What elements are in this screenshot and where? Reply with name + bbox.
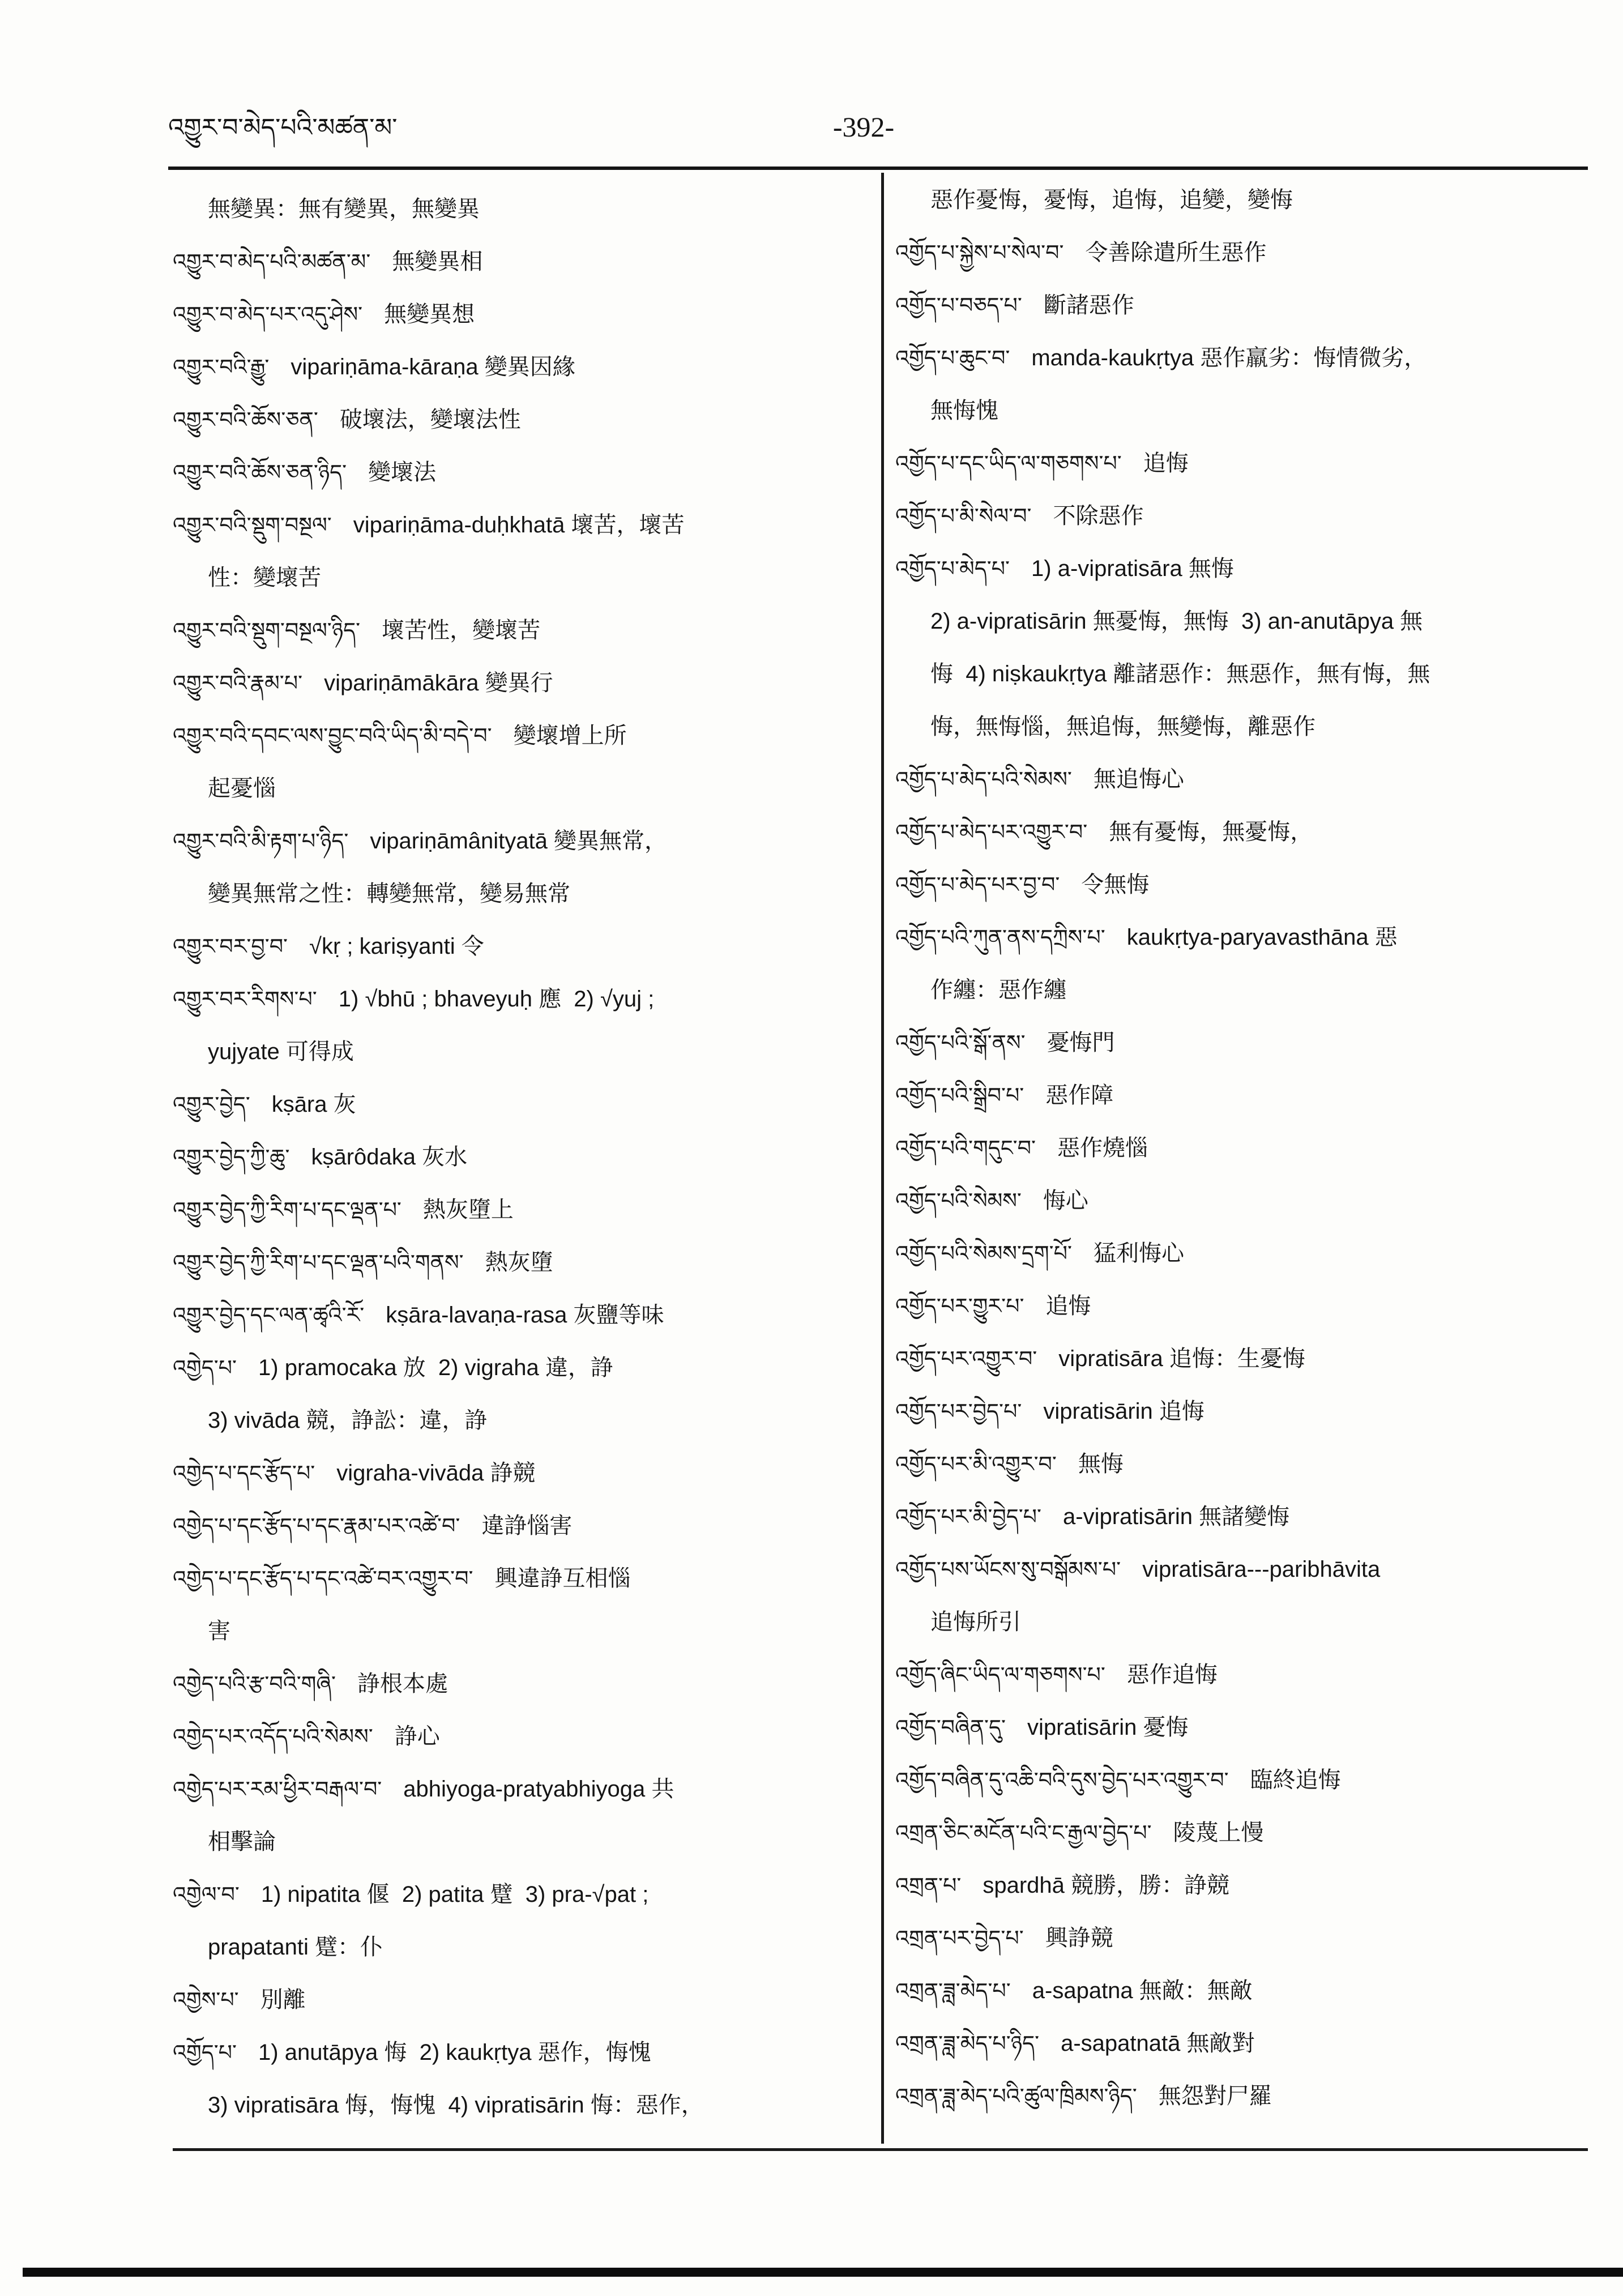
dictionary-entry <box>173 1974 872 2026</box>
dictionary-entry <box>173 1763 872 1816</box>
entry-gloss: 無有憂悔，無憂悔， <box>1109 820 1313 844</box>
entry-gloss: vipariṇāmânityatā 變異無常， <box>370 829 667 853</box>
entry-gloss: 1) nipatita 偃 2) patita 躄 3) pra-√pat ; <box>260 1882 649 1907</box>
tibetan-headword: འགྱུར་བ་མེད་པར་འདུ་ཤེས་ <box>173 303 363 327</box>
dictionary-entry <box>895 1649 1589 1701</box>
entry-gloss: 3) vivāda 競，諍訟：違，諍 <box>208 1408 488 1433</box>
running-header-title: འགྱུར་བ་མེད་པའི་མཚན་མ་ <box>168 114 398 142</box>
entry-gloss: 無變異相 <box>392 249 483 274</box>
entry-gloss: 1) a-vipratisāra 無悔 <box>1031 556 1234 581</box>
entry-gloss: 變壞法 <box>368 460 437 485</box>
entry-gloss: kṣāra 灰 <box>271 1092 356 1117</box>
entry-gloss: 追悔 <box>1143 451 1189 476</box>
entry-gloss: 追悔 <box>1045 1294 1091 1318</box>
entry-gloss: 諍心 <box>394 1724 440 1749</box>
dictionary-entry <box>173 1236 872 1289</box>
entry-gloss: 熱灰墮上 <box>422 1197 514 1222</box>
entry-gloss: 1) √bhū ; bhaveyuḥ 應 2) √yuj ; <box>338 987 655 1012</box>
entry-gloss: 害 <box>208 1619 230 1644</box>
entry-continuation <box>173 183 872 236</box>
dictionary-entry <box>173 2026 872 2079</box>
tibetan-headword: འགྱེད་པར་འདོད་པའི་སེམས་ <box>173 1725 373 1749</box>
entry-continuation <box>895 385 1589 437</box>
entry-gloss: kṣārôdaka 灰水 <box>311 1145 468 1170</box>
entry-continuation <box>895 1596 1589 1649</box>
dictionary-entry <box>173 1658 872 1710</box>
entry-gloss: 變異無常之性：轉變無常，變易無常 <box>208 881 570 906</box>
entry-continuation <box>895 964 1589 1017</box>
tibetan-headword: འགྱེད་པར་རམ་ཕྱིར་བརྒལ་བ་ <box>173 1778 382 1802</box>
tibetan-headword: འགྱོད་པའི་སེམས་དྲག་པོ་ <box>895 1242 1072 1266</box>
right-column <box>895 174 1589 2133</box>
tibetan-headword: འགྲན་ཟླ་མེད་པ་ཉིད་ <box>895 2032 1040 2056</box>
entry-continuation <box>895 701 1589 753</box>
entry-continuation <box>173 762 872 815</box>
dictionary-entry <box>173 1078 872 1131</box>
entry-gloss: vipratisāra---paribhāvita <box>1142 1557 1381 1582</box>
entry-gloss: vipratisārin 追悔 <box>1043 1399 1205 1424</box>
tibetan-headword: འགྲན་པ་ <box>895 1874 962 1898</box>
entry-gloss: 興諍競 <box>1045 1926 1113 1951</box>
dictionary-entry <box>895 1122 1589 1175</box>
entry-continuation <box>173 1921 872 1974</box>
tibetan-headword: འགྱུར་བའི་རྒྱུ་ <box>173 356 270 379</box>
tibetan-headword: འགྱོད་པ་མེད་པ་ <box>895 557 1010 581</box>
tibetan-headword: འགྱོད་པ་མི་སེལ་བ་ <box>895 505 1032 528</box>
tibetan-headword: འགྲན་ཟླ་མེད་པའི་ཚུལ་ཁྲིམས་ཉིད་ <box>895 2085 1137 2109</box>
tibetan-headword: འགྱུར་བའི་སྡུག་བསྔལ་ཉིད་ <box>173 619 361 643</box>
entry-gloss: 壞苦性，變壞苦 <box>382 618 541 643</box>
tibetan-headword: འགྲན་ཅིང་མངོན་པའི་ང་རྒྱལ་བྱེད་པ་ <box>895 1821 1152 1845</box>
entry-gloss: kṣāra-lavaṇa-rasa 灰鹽等味 <box>386 1303 664 1328</box>
scan-edge-bar <box>23 2268 1623 2277</box>
tibetan-headword: འགྱེལ་བ་ <box>173 1883 240 1907</box>
tibetan-headword: འགྱོད་པ་བཅད་པ་ <box>895 294 1022 318</box>
entry-continuation <box>173 1026 872 1078</box>
tibetan-headword: འགྱོད་པར་མི་བྱེད་པ་ <box>895 1505 1042 1529</box>
entry-gloss: 悔心 <box>1043 1188 1088 1213</box>
tibetan-headword: འགྱོད་བཞིན་དུ་ <box>895 1716 1006 1740</box>
entry-gloss: 無變異想 <box>384 302 475 327</box>
dictionary-entry <box>895 437 1589 490</box>
dictionary-entry <box>895 859 1589 911</box>
dictionary-entry <box>895 806 1589 859</box>
dictionary-entry <box>895 1333 1589 1385</box>
dictionary-entry <box>173 288 872 341</box>
dictionary-entry <box>895 227 1589 279</box>
entry-gloss: 無追悔心 <box>1093 767 1184 792</box>
entry-continuation <box>173 1816 872 1868</box>
entry-gloss: 性：變壞苦 <box>208 565 321 590</box>
entry-gloss: 無怨對尸羅 <box>1158 2084 1272 2109</box>
dictionary-entry <box>895 279 1589 332</box>
tibetan-headword: འགྱུར་བར་བྱ་བ་ <box>173 935 288 959</box>
entry-gloss: 違諍惱害 <box>481 1513 573 1538</box>
header-rule <box>168 167 1588 170</box>
entry-gloss: 興違諍互相惱 <box>494 1566 631 1591</box>
dictionary-entry <box>895 1859 1589 1912</box>
entry-gloss: yujyate 可得成 <box>208 1039 354 1064</box>
entry-gloss: √kṛ ; kariṣyanti 令 <box>309 934 484 959</box>
tibetan-headword: འགྲན་ཟླ་མེད་པ་ <box>895 1979 1011 2003</box>
dictionary-entry <box>895 490 1589 543</box>
entry-gloss: 臨終追悔 <box>1250 1768 1341 1793</box>
entry-gloss: a-vipratisārin 無諸變悔 <box>1063 1504 1290 1529</box>
tibetan-headword: འགྱུར་བ་མེད་པའི་མཚན་མ་ <box>173 250 371 274</box>
dictionary-entry <box>173 1289 872 1342</box>
entry-gloss: 破壞法，變壞法性 <box>339 407 521 432</box>
tibetan-headword: འགྱོད་པའི་གདུང་བ་ <box>895 1137 1036 1160</box>
dictionary-entry <box>173 1131 872 1184</box>
dictionary-entry <box>173 710 872 762</box>
tibetan-headword: འགྱེས་པ་ <box>173 1988 239 2012</box>
tibetan-headword: འགྱུར་བའི་ཆོས་ཅན་ <box>173 408 318 432</box>
entry-gloss: 不除惡作 <box>1053 503 1144 528</box>
entry-gloss: 變壞增上所 <box>513 723 627 748</box>
tibetan-headword: འགྱོད་པ་ཆུང་བ་ <box>895 347 1010 370</box>
dictionary-entry <box>173 446 872 499</box>
entry-gloss: 2) a-vipratisārin 無憂悔，無悔 3) an-anutāpya 無 <box>930 609 1423 634</box>
dictionary-entry <box>173 973 872 1026</box>
tibetan-headword: འགྱུར་བའི་དབང་ལས་བྱུང་བའི་ཡིད་མི་བདེ་བ་ <box>173 724 492 748</box>
tibetan-headword: འགྱོད་པར་འགྱུར་བ་ <box>895 1347 1037 1371</box>
page-number: -392- <box>832 111 895 143</box>
entry-gloss: 3) vipratisāra 悔，悔愧 4) vipratisārin 悔：惡作， <box>208 2093 704 2118</box>
dictionary-entry <box>895 1385 1589 1438</box>
entry-gloss: manda-kaukṛtya 惡作羸劣：悔情微劣， <box>1031 345 1427 370</box>
tibetan-headword: འགྱུར་བའི་རྣམ་པ་ <box>173 672 303 695</box>
dictionary-entry <box>173 1868 872 1921</box>
entry-gloss: vigraha-vivāda 諍競 <box>336 1461 536 1486</box>
entry-gloss: 惡作憂悔，憂悔，追悔，追變，變悔 <box>930 187 1293 212</box>
entry-gloss: 惡作障 <box>1045 1083 1114 1108</box>
entry-gloss: 1) pramocaka 放 2) vigraha 違，諍 <box>258 1355 613 1380</box>
dictionary-entry <box>895 1965 1589 2017</box>
dictionary-entry <box>173 1184 872 1236</box>
entry-gloss: 無變異：無有變異，無變異 <box>208 197 480 221</box>
entry-gloss: 無悔愧 <box>930 398 998 423</box>
entry-continuation <box>173 1394 872 1447</box>
tibetan-headword: འགྱོད་བཞིན་དུ་འཆི་བའི་དུས་བྱེད་པར་འགྱུར་བ་ <box>895 1769 1229 1793</box>
entry-gloss: abhiyoga-pratyabhiyoga 共 <box>403 1777 674 1802</box>
entry-gloss: 令無悔 <box>1081 872 1150 897</box>
dictionary-entry <box>173 394 872 446</box>
dictionary-entry <box>895 2070 1589 2123</box>
tibetan-headword: འགྱོད་པའི་སྒོ་ནས་ <box>895 1031 1026 1055</box>
entry-gloss: prapatanti 躄：仆 <box>208 1935 383 1960</box>
tibetan-headword: འགྱོད་ཞིང་ཡིད་ལ་གཅགས་པ་ <box>895 1663 1105 1687</box>
entry-gloss: 追悔所引 <box>930 1610 1021 1634</box>
entry-gloss: 熱灰墮 <box>485 1250 553 1275</box>
tibetan-headword: འགྱེད་པ་དང་རྩོད་པ་ <box>173 1462 315 1486</box>
tibetan-headword: འགྱུར་བྱེད་ <box>173 1093 250 1117</box>
column-divider <box>881 173 884 2144</box>
dictionary-entry <box>173 341 872 394</box>
entry-continuation <box>895 595 1589 648</box>
dictionary-entry <box>173 604 872 657</box>
entry-continuation <box>173 552 872 604</box>
tibetan-headword: འགྱོད་པར་གྱུར་པ་ <box>895 1295 1024 1318</box>
dictionary-entry <box>895 753 1589 806</box>
entry-gloss: vipariṇāma-kāraṇa 變異因緣 <box>291 355 575 379</box>
entry-gloss: a-sapatna 無敵：無敵 <box>1032 1978 1253 2003</box>
tibetan-headword: འགྱུར་བྱེད་ཀྱི་ཆུ་ <box>173 1146 290 1170</box>
tibetan-headword: འགྱོད་པ་མེད་པའི་སེམས་ <box>895 768 1072 792</box>
entry-gloss: 相擊論 <box>208 1829 276 1854</box>
tibetan-headword: འགྱུར་བའི་སྡུག་བསྔལ་ <box>173 514 332 537</box>
tibetan-headword: འགྱུར་བར་རིགས་པ་ <box>173 988 317 1012</box>
entry-gloss: vipariṇāmākāra 變異行 <box>324 671 553 695</box>
tibetan-headword: འགྱོད་པས་ཡོངས་སུ་བསྒོམས་པ་ <box>895 1558 1121 1582</box>
dictionary-entry <box>173 236 872 288</box>
entry-continuation <box>895 648 1589 701</box>
dictionary-entry <box>895 1491 1589 1543</box>
dictionary-entry <box>895 1227 1589 1280</box>
entry-gloss: vipariṇāma-duḥkhatā 壞苦，壞苦 <box>353 513 685 537</box>
dictionary-entry <box>895 1912 1589 1965</box>
tibetan-headword: འགྲན་པར་བྱེད་པ་ <box>895 1927 1024 1951</box>
dictionary-entry <box>895 543 1589 595</box>
dictionary-entry <box>173 815 872 868</box>
entry-gloss: 惡作燒惱 <box>1057 1136 1148 1160</box>
dictionary-entry <box>895 1754 1589 1807</box>
tibetan-headword: འགྱེད་པ་དང་རྩོད་པ་དང་རྣམ་པར་འཚེ་བ་ <box>173 1514 460 1538</box>
entry-gloss: kaukṛtya-paryavasthāna 惡 <box>1126 925 1398 950</box>
entry-gloss: 憂悔門 <box>1047 1030 1115 1055</box>
dictionary-entry <box>895 1069 1589 1122</box>
entry-continuation <box>173 1605 872 1658</box>
dictionary-entry <box>173 1710 872 1763</box>
tibetan-headword: འགྱོད་པ་སྐྱེས་པ་སེལ་བ་ <box>895 241 1064 265</box>
entry-gloss: vipratisārin 憂悔 <box>1027 1715 1189 1740</box>
dictionary-entry <box>895 1175 1589 1227</box>
tibetan-headword: འགྱུར་བའི་མི་རྟག་པ་ཉིད་ <box>173 830 349 853</box>
tibetan-headword: འགྱོད་པ་དང་ཡིད་ལ་གཅགས་པ་ <box>895 452 1122 476</box>
dictionary-entry <box>173 920 872 973</box>
tibetan-headword: འགྱོད་པའི་སེམས་ <box>895 1189 1022 1213</box>
dictionary-entry <box>173 1342 872 1394</box>
dictionary-entry <box>895 1807 1589 1859</box>
left-column <box>173 183 872 2137</box>
tibetan-headword: འགྱེད་པའི་རྩ་བའི་གཞི་ <box>173 1672 336 1696</box>
dictionary-entry <box>173 1447 872 1500</box>
entry-gloss: 斷諸惡作 <box>1043 293 1134 318</box>
entry-gloss: 陵蔑上慢 <box>1173 1820 1264 1845</box>
tibetan-headword: འགྱོད་པ་ <box>173 2041 237 2065</box>
entry-gloss: 悔 4) niṣkaukṛtya 離諸惡作：無惡作，無有悔，無 <box>930 662 1430 686</box>
entry-gloss: spardhā 競勝，勝：諍競 <box>983 1873 1230 1898</box>
footer-rule <box>173 2148 1588 2151</box>
entry-gloss: 惡作追悔 <box>1126 1662 1218 1687</box>
entry-continuation <box>173 2079 872 2132</box>
dictionary-entry <box>173 1500 872 1552</box>
entry-continuation <box>173 868 872 920</box>
entry-gloss: vipratisāra 追悔：生憂悔 <box>1058 1346 1305 1371</box>
entry-gloss: 1) anutāpya 悔 2) kaukṛtya 惡作，悔愧 <box>258 2040 651 2065</box>
dictionary-entry <box>895 1543 1589 1596</box>
dictionary-entry <box>173 1552 872 1605</box>
tibetan-headword: འགྱེད་པ་དང་རྩོད་པ་དང་འཚེ་བར་འགྱུར་བ་ <box>173 1567 473 1591</box>
dictionary-entry <box>173 499 872 552</box>
dictionary-entry <box>895 2017 1589 2070</box>
tibetan-headword: འགྱོད་པ་མེད་པར་བྱ་བ་ <box>895 873 1060 897</box>
tibetan-headword: འགྱུར་བྱེད་ཀྱི་རིག་པ་དང་ལྡན་པ་ <box>173 1198 402 1222</box>
dictionary-entry <box>895 1438 1589 1491</box>
tibetan-headword: འགྱོད་པར་བྱེད་པ་ <box>895 1400 1022 1424</box>
entry-gloss: 別離 <box>260 1987 306 2012</box>
dictionary-entry <box>895 911 1589 964</box>
entry-gloss: a-sapatnatā 無敵對 <box>1061 2031 1255 2056</box>
entry-gloss: 作纏：惡作纏 <box>930 978 1066 1002</box>
entry-gloss: 諍根本處 <box>357 1671 449 1696</box>
dictionary-entry <box>895 1280 1589 1333</box>
tibetan-headword: འགྱོད་པ་མེད་པར་འགྱུར་བ་ <box>895 821 1088 844</box>
entry-gloss: 悔，無悔惱，無追悔，無變悔，離惡作 <box>930 714 1316 739</box>
entry-gloss: 令善除遣所生惡作 <box>1085 240 1267 265</box>
tibetan-headword: འགྱོད་པའི་ཀུན་ནས་དཀྲིས་པ་ <box>895 926 1105 950</box>
entry-continuation <box>895 174 1589 227</box>
tibetan-headword: འགྱེད་པ་ <box>173 1356 237 1380</box>
tibetan-headword: འགྱུར་བྱེད་དང་ལན་ཚྭའི་རོ་ <box>173 1304 365 1328</box>
dictionary-entry <box>173 657 872 710</box>
dictionary-entry <box>895 1701 1589 1754</box>
dictionary-entry <box>895 1017 1589 1069</box>
entry-gloss: 起憂惱 <box>208 776 276 801</box>
tibetan-headword: འགྱུར་བྱེད་ཀྱི་རིག་པ་དང་ལྡན་པའི་གནས་ <box>173 1251 464 1275</box>
dictionary-entry <box>895 332 1589 385</box>
entry-gloss: 無悔 <box>1078 1452 1124 1476</box>
tibetan-headword: འགྱོད་པར་མི་འགྱུར་བ་ <box>895 1453 1057 1476</box>
entry-gloss: 猛利悔心 <box>1093 1241 1184 1266</box>
tibetan-headword: འགྱོད་པའི་སྒྲིབ་པ་ <box>895 1084 1024 1108</box>
tibetan-headword: འགྱུར་བའི་ཆོས་ཅན་ཉིད་ <box>173 461 347 485</box>
